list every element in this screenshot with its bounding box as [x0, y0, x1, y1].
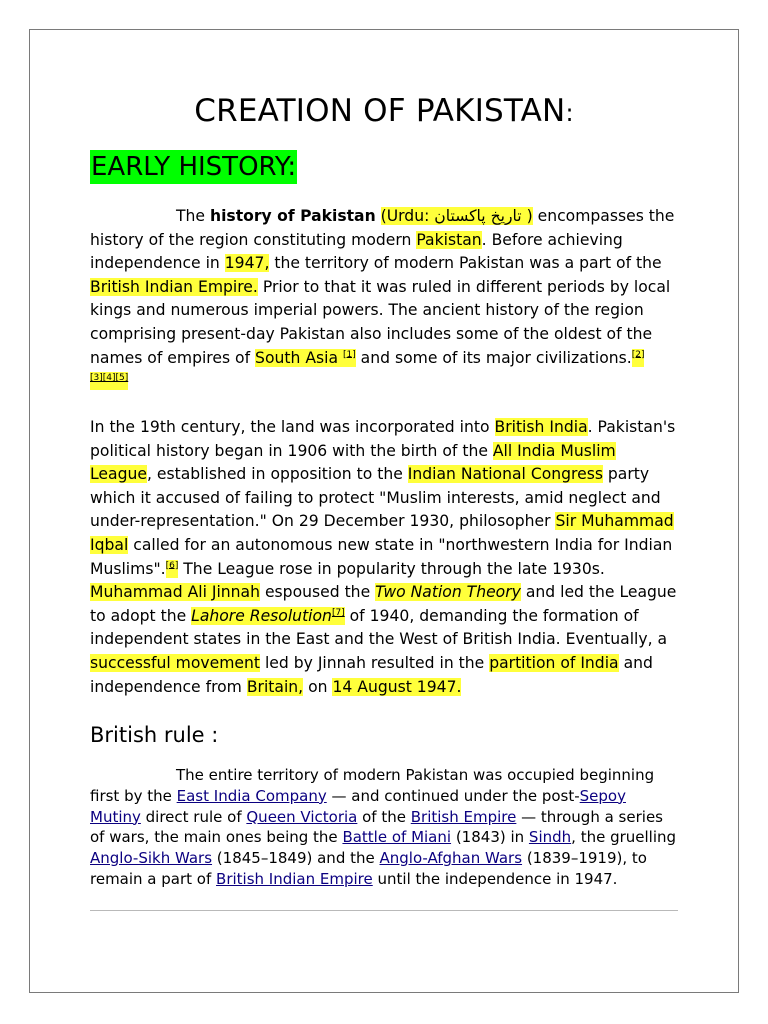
link-south-asia[interactable]: South Asia [1] — [255, 348, 356, 367]
link-all-india-muslim-league[interactable]: All India Muslim League — [90, 441, 616, 484]
link-sepoy-mutiny[interactable]: Sepoy Mutiny — [90, 786, 626, 826]
link-two-nation-theory[interactable]: Two Nation Theory — [375, 583, 521, 602]
ref-7[interactable]: [7] — [331, 607, 345, 618]
link-anglo-afghan-wars[interactable]: Anglo-Afghan Wars — [379, 849, 523, 868]
early-history-paragraph-2: In the 19th century, the land was incorporated into British India. Pakistan's political history began in 1906 with the birth of the All India Muslim League, established in opposition to the Indian National Congress party which it accused of failing to protect "Muslim interests, amid neglect and under-representation." On 29 December 1930, philosopher Sir Muhammad Iqbal called for an autonomous new state in "northwestern India for Indian Muslims".[6] The League rose in popularity through the late 1930s. Muhammad Ali Jinnah espoused the Two Nation Theory and led the League to adopt the Lahore Resolution[7] of 1940, demanding the formation of independent states in the East and the West of British India. Eventually, a successful movement led by Jinnah resulted in the partition of India and independence from Britain, on 14 August 1947. — [90, 418, 677, 696]
early-history-paragraph-1: The history of Pakistan (Urdu: تاریخ پاکستان ) encompasses the history of the region constituting modern Pakistan. Before achieving independence in 1947, the territory of modern Pakistan was a part of the British Indian Empire. Prior to that it was ruled in different periods by local kings and numerous imperial powers. The ancient history of the region comprising present-day Pakistan also includes some of the oldest of the names of empires of South Asia [1] and some of its major civilizations.[2] [3][4][5] — [90, 205, 680, 394]
link-british-indian-empire-2[interactable]: British Indian Empire — [216, 869, 373, 888]
link-14-august-1947[interactable]: 14 August 1947. — [332, 677, 462, 696]
link-lahore-resolution[interactable]: Lahore Resolution[7] — [191, 606, 345, 625]
link-muhammad-ali-jinnah[interactable]: Muhammad Ali Jinnah — [90, 583, 260, 602]
urdu-text: تاریخ پاکستان — [434, 207, 522, 225]
history-of-pakistan-bold: history of Pakistan — [209, 207, 376, 225]
british-rule-heading: British rule : — [90, 723, 219, 747]
horizontal-divider — [90, 910, 678, 911]
ref-3-4-5[interactable]: [3][4][5] — [90, 372, 129, 383]
link-sir-muhammad-iqbal[interactable]: Sir Muhammad Iqbal — [90, 512, 674, 554]
link-sindh[interactable]: Sindh — [528, 828, 572, 847]
link-britain[interactable]: Britain, — [246, 677, 304, 696]
link-battle-of-miani[interactable]: Battle of Miani — [342, 828, 452, 847]
link-british-empire[interactable]: British Empire — [410, 807, 517, 826]
link-partition-of-india[interactable]: partition of India — [489, 653, 619, 672]
link-1947[interactable]: 1947, — [224, 254, 270, 273]
page-title: CREATION OF PAKISTAN: — [194, 93, 574, 129]
link-successful-movement[interactable]: successful movement — [90, 653, 260, 672]
ref-1[interactable]: [1] — [342, 349, 356, 360]
link-anglo-sikh-wars[interactable]: Anglo-Sikh Wars — [90, 849, 213, 868]
early-history-heading: EARLY HISTORY: — [91, 152, 297, 182]
link-queen-victoria[interactable]: Queen Victoria — [246, 807, 358, 826]
british-rule-paragraph: The entire territory of modern Pakistan was occupied beginning first by the East India Company — and continued under the post-Sepoy Mutiny direct rule of Queen Victoria of the British Empire — through a series of wars, the main ones being the Battle of Miani (1843) in Sindh, the gruelling Anglo-Sikh Wars (1845–1849) and the Anglo-Afghan Wars (1839–1919), to remain a part of British Indian Empire until the independence in 1947. — [90, 766, 677, 888]
ref-6[interactable]: [6] — [165, 560, 179, 571]
link-east-india-company[interactable]: East India Company — [176, 786, 327, 805]
link-indian-national-congress[interactable]: Indian National Congress — [407, 465, 603, 484]
link-pakistan[interactable]: Pakistan — [416, 230, 482, 249]
link-british-indian-empire[interactable]: British Indian Empire. — [90, 277, 258, 296]
link-british-india[interactable]: British India — [494, 418, 588, 436]
ref-2[interactable]: [2] — [631, 349, 645, 360]
